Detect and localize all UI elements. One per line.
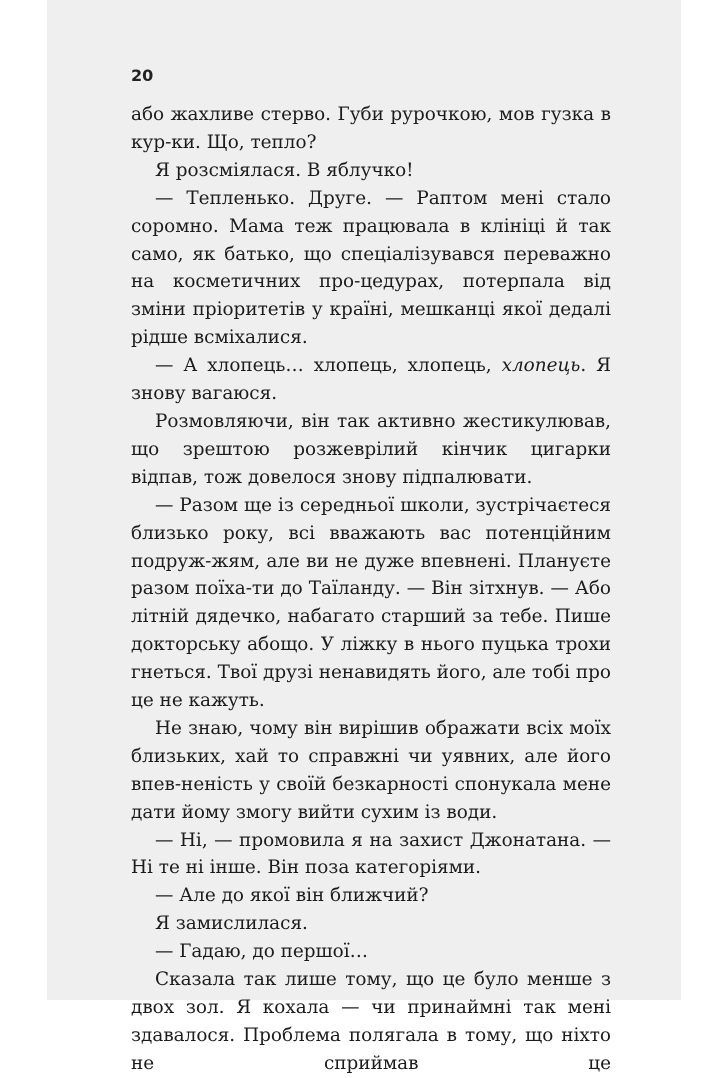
paragraph-4-start: — А хлопець… хлопець, хлопець,	[155, 355, 502, 377]
page-number: 20	[131, 66, 154, 85]
paragraph-7: Не знаю, чому він вирішив ображати всіх моїх близьких, хай то справжні чи уявних, але його впев-неність у своїй безкарності спонукала мене дати йому змогу вийти сухим із води.	[131, 717, 611, 823]
paragraph-4-end: . Я знову вагаюся.	[131, 355, 612, 405]
paragraph-3: — Тепленько. Друге. — Раптом мені стало соромно. Мама теж працювала в клініці й так само, як батько, що спеціалізувався переважно на косметичних про-цедурах, потерпала від зміни пріоритетів у країні, мешканці якої дедалі рідше всміхалися.	[131, 187, 611, 349]
paragraph-1: або жахливе стерво. Губи рурочкою, мов гузка в кур-ки. Що, тепло?	[131, 104, 611, 153]
paragraph-6: — Разом ще із середньої школи, зустрічаєтеся близько року, всі вважають вас потенційним подруж-жям, але ви не дуже впевнені. Плануєте разом поїха-ти до Таїланду. — Він зітхнув. — Або літній дядечко, набагато старший за тебе. Пише докторську абощо. У ліжку в нього пуцька трохи гнеться. Твої друзі ненавидять його, але тобі про це не кажуть.	[131, 494, 611, 712]
body-text	[131, 101, 611, 1078]
paragraph-4-italic: хлопець	[501, 355, 581, 377]
paragraph-2: Я розсміялася. В яблучко!	[155, 159, 414, 181]
paragraph-10: Я замислилася.	[155, 913, 308, 935]
paragraph-11: — Гадаю, до першої…	[155, 941, 368, 963]
paragraph-4	[131, 352, 611, 408]
paragraph-8: — Ні, — промовила я на захист Джонатана. — Ні те ні інше. Він поза категоріями.	[131, 829, 611, 879]
paragraph-5: Розмовляючи, він так активно жестикулював, що зрештою розжеврілий кінчик цигарки відпав, тож довелося знову підпалювати.	[131, 410, 611, 488]
paragraph-12: Сказала так лише тому, що це було менше з двох зол. Я кохала — чи принаймні так мені здавалося. Проблема полягала в тому, що ніхто не сприймав це	[131, 969, 611, 1074]
paragraph-9: — Але до якої він ближчий?	[155, 885, 429, 907]
